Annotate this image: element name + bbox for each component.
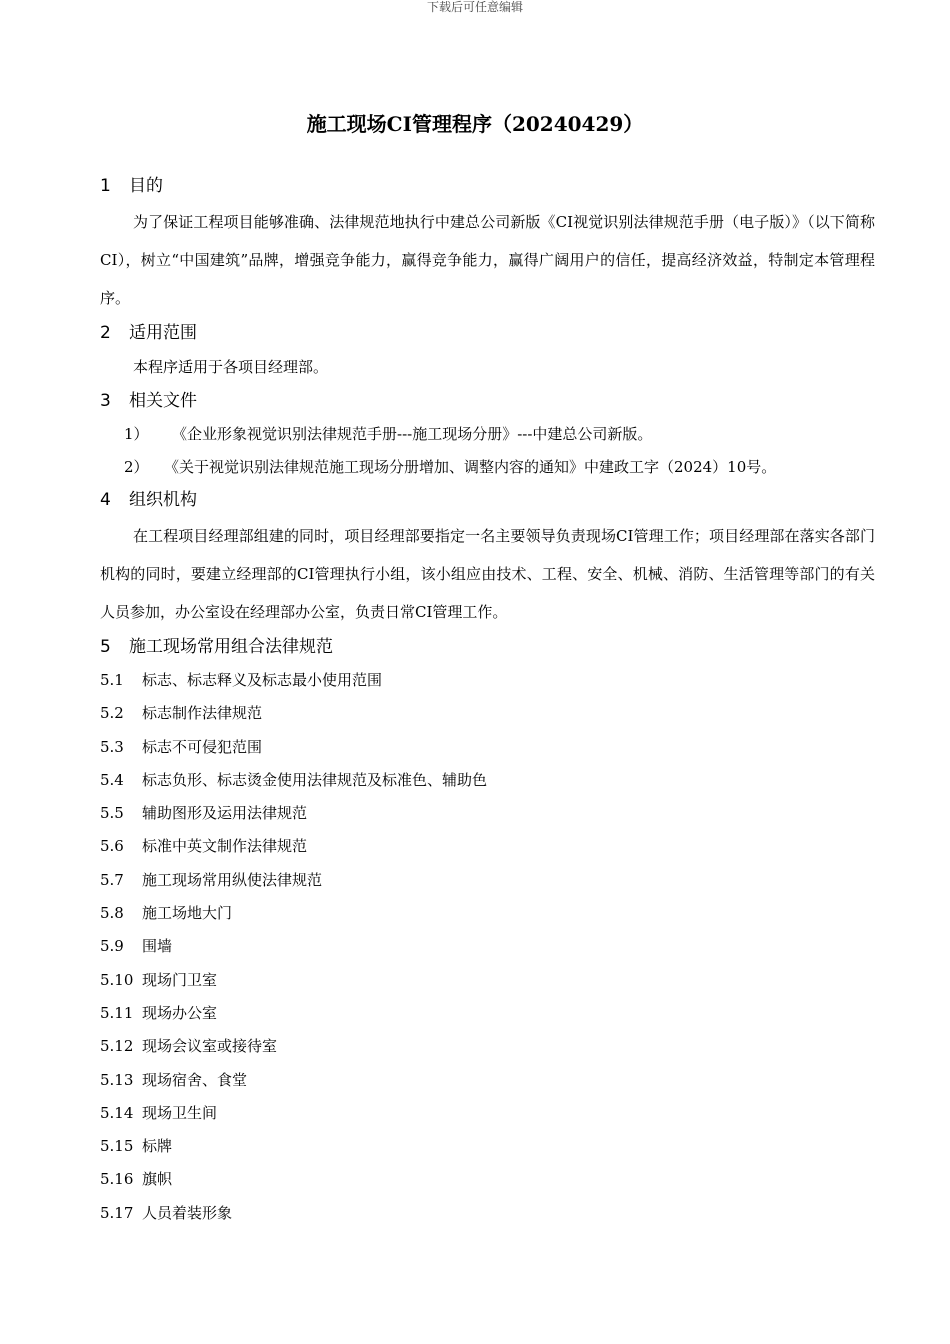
list-item <box>100 1163 875 1196</box>
item-text: 围墙 <box>142 937 173 956</box>
section-4-heading <box>100 484 875 517</box>
section-2-heading <box>100 317 875 350</box>
item-text: 现场门卫室 <box>142 970 218 989</box>
section-3-heading <box>100 385 875 418</box>
section-2-paragraph: 本程序适用于各项目经理部。 <box>133 358 329 376</box>
section-1-paragraph: 为了保证工程项目能够准确、法律规范地执行中建总公司新版《CI视觉识别法律规范手册（电子版）》（以下简称CI），树立“中国建筑”品牌，增强竞争能力，赢得竞争能力，赢得广阔用户的信任，提高经济效益，特制定本管理程序。 <box>100 213 875 307</box>
list-item <box>100 1030 875 1063</box>
item-number: 5.9 <box>100 937 124 956</box>
list-item <box>100 1064 875 1097</box>
item-number: 5.2 <box>100 704 124 723</box>
item-text: 施工现场常用纵使法律规范 <box>142 870 323 889</box>
reference-text: 《企业形象视觉识别法律规范手册---施工现场分册》---中建总公司新版。 <box>172 425 653 443</box>
list-item <box>100 964 875 997</box>
section-5-heading <box>100 631 875 664</box>
section-number: 4 <box>100 490 111 510</box>
item-text: 标志不可侵犯范围 <box>142 737 263 756</box>
list-item <box>100 897 875 930</box>
list-item <box>100 731 875 764</box>
item-text: 辅助图形及运用法律规范 <box>142 804 308 823</box>
reference-number: 1） <box>124 425 149 443</box>
list-item <box>100 1097 875 1130</box>
item-number: 5.7 <box>100 870 124 889</box>
item-text: 现场卫生间 <box>142 1103 218 1122</box>
list-item <box>100 930 875 963</box>
section-title: 适用范围 <box>129 323 197 343</box>
item-text: 人员着装形象 <box>142 1203 233 1222</box>
list-item <box>100 864 875 897</box>
list-item <box>100 997 875 1030</box>
document-body <box>100 170 875 1230</box>
item-text: 施工场地大门 <box>142 904 233 923</box>
item-number: 5.12 <box>100 1037 134 1056</box>
list-item <box>100 1130 875 1163</box>
item-number: 5.3 <box>100 737 124 756</box>
list-item <box>100 697 875 730</box>
reference-number: 2） <box>124 458 149 476</box>
item-number: 5.11 <box>100 1003 134 1022</box>
item-text: 现场会议室或接待室 <box>142 1037 278 1056</box>
item-text: 标牌 <box>142 1137 173 1156</box>
item-number: 5.17 <box>100 1203 134 1222</box>
section-number: 3 <box>100 391 111 411</box>
page-header-note: 下载后可任意编辑 <box>426 0 523 14</box>
item-number: 5.16 <box>100 1170 134 1189</box>
reference-item <box>100 451 875 484</box>
section-title: 施工现场常用组合法律规范 <box>129 637 333 657</box>
item-text: 现场办公室 <box>142 1003 218 1022</box>
list-item <box>100 764 875 797</box>
section-title: 组织机构 <box>129 490 197 510</box>
section-5-list <box>100 664 875 1230</box>
item-text: 现场宿舍、食堂 <box>142 1070 248 1089</box>
section-number: 5 <box>100 637 111 657</box>
section-number: 2 <box>100 323 111 343</box>
section-number: 1 <box>100 176 111 196</box>
item-text: 旗帜 <box>142 1170 173 1189</box>
item-number: 5.1 <box>100 671 124 689</box>
list-item <box>100 797 875 830</box>
item-text: 标准中英文制作法律规范 <box>142 837 308 856</box>
document-title: 施工现场CI管理程序（20240429） <box>306 112 644 136</box>
section-title: 目的 <box>129 176 163 196</box>
item-number: 5.4 <box>100 770 124 789</box>
section-title: 相关文件 <box>129 391 197 411</box>
list-item <box>100 664 875 697</box>
reference-item <box>100 418 875 451</box>
item-text: 标志制作法律规范 <box>142 704 263 723</box>
item-number: 5.8 <box>100 904 124 923</box>
section-1-heading <box>100 170 875 203</box>
list-item <box>100 1197 875 1230</box>
section-4-paragraph: 在工程项目经理部组建的同时，项目经理部要指定一名主要领导负责现场CI管理工作；项目经理部在落实各部门机构的同时，要建立经理部的CI管理执行小组，该小组应由技术、工程、安全、机械、消防、生活管理等部门的有关人员参加，办公室设在经理部办公室，负责日常CI管理工作。 <box>100 527 875 621</box>
list-item <box>100 830 875 863</box>
item-text: 标志、标志释义及标志最小使用范围 <box>142 671 383 689</box>
item-number: 5.5 <box>100 804 124 823</box>
item-number: 5.10 <box>100 970 134 989</box>
reference-text: 《关于视觉识别法律规范施工现场分册增加、调整内容的通知》中建政工字（2024）10号。 <box>164 458 777 476</box>
item-number: 5.14 <box>100 1103 134 1122</box>
item-number: 5.15 <box>100 1137 134 1156</box>
item-number: 5.6 <box>100 837 124 856</box>
item-number: 5.13 <box>100 1070 134 1089</box>
item-text: 标志负形、标志烫金使用法律规范及标准色、辅助色 <box>142 770 488 789</box>
